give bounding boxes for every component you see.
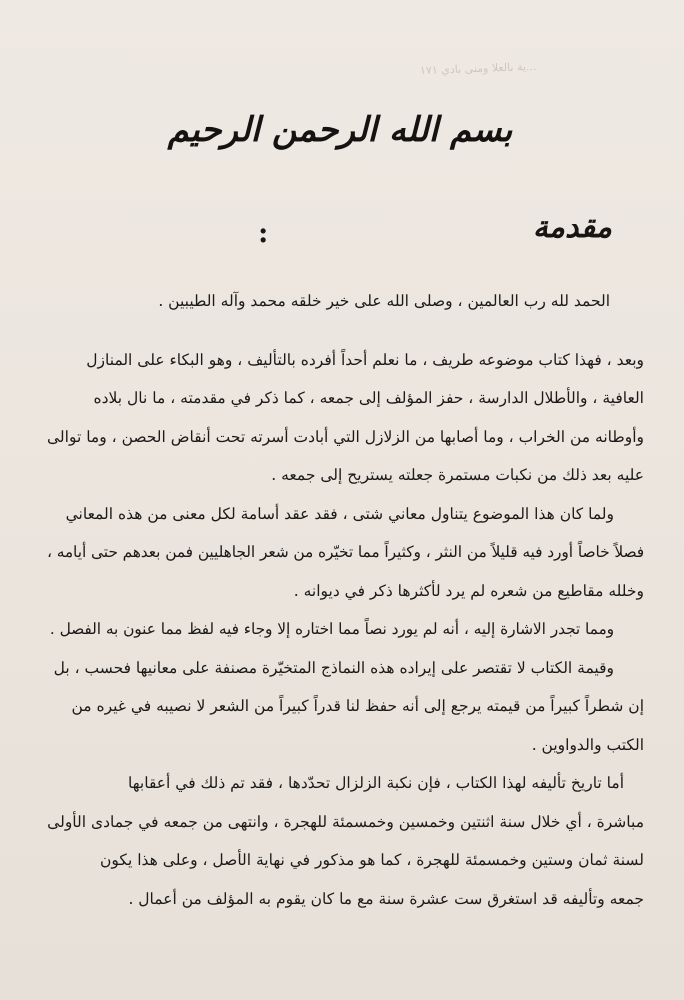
text-line: ومما تجدر الاشارة إليه ، أنه لم يورد نصاً مما اختاره إلا وجاء فيه لفظ مما عنون به الفصل .: [49, 620, 614, 638]
text-line: فصلاً خاصاً أورد فيه قليلاً من النثر ، وكثيراً مما تخيّره من شعر الجاهليين فمن بعدهم حتى أيامه ،: [46, 543, 644, 561]
text-line: وقيمة الكتاب لا تقتصر على إيراده هذه النماذج المتخيّرة مصنفة على معانيها فحسب ، بل: [53, 658, 614, 677]
text-line: وخلله مقاطيع من شعره لم يرد لأكثرها ذكر في ديوانه .: [293, 581, 644, 600]
bleed-through-text: ...ية بالعلا ومنى بادي ١٧١: [419, 59, 537, 78]
heading-colon: :: [258, 216, 269, 249]
text-line: الكتب والدواوين .: [531, 735, 644, 754]
text-line: أما تاريخ تأليفه لهذا الكتاب ، فإن نكبة الزلزال تحدّدها ، فقد تم ذلك في أعقابها: [128, 774, 624, 792]
body-text: [42, 282, 644, 918]
section-heading: مقدمة: [532, 210, 612, 245]
text-line: وبعد ، فهذا كتاب موضوعه طريف ، ما نعلم أحداً أفرده بالتأليف ، وهو البكاء على المنازل: [86, 350, 644, 369]
text-line: إن شطراً كبيراً من قيمته يرجع إلى أنه حفظ لنا قدراً كبيراً من الشعر لا نصيبه في غيره من: [71, 697, 644, 715]
paragraph-gap: [42, 321, 644, 341]
text-line: ولما كان هذا الموضوع يتناول معاني شتى ، فقد عقد أسامة لكل معنى من هذه المعاني: [65, 504, 614, 523]
text-line: مباشرة ، أي خلال سنة اثنتين وخمسين وخمسمئة للهجرة ، وانتهى من جمعه في جمادى الأولى: [47, 812, 644, 831]
text-line: العافية ، والأطلال الدارسة ، حفز المؤلف إلى جمعه ، كما ذكر في مقدمته ، ما نال بلاده: [93, 389, 644, 407]
text-line: وأوطانه من الخراب ، وما أصابها من الزلازل التي أبادت أسرته تحت أنقاض الحصن ، وما توالى: [47, 427, 644, 446]
text-line: الحمد لله رب العالمين ، وصلى الله على خير خلقه محمد وآله الطيبين .: [158, 292, 610, 310]
basmala-calligraphy: بسم الله الرحمن الرحيم: [167, 110, 513, 150]
text-line: جمعه وتأليفه قد استغرق ست عشرة سنة مع ما كان يقوم به المؤلف من أعمال .: [128, 889, 644, 908]
text-line: لسنة ثمان وستين وخمسمئة للهجرة ، كما هو مذكور في نهاية الأصل ، وعلى هذا يكون: [100, 851, 644, 869]
text-line: عليه بعد ذلك من نكبات مستمرة جعلته يستريح إلى جمعه .: [271, 466, 644, 484]
